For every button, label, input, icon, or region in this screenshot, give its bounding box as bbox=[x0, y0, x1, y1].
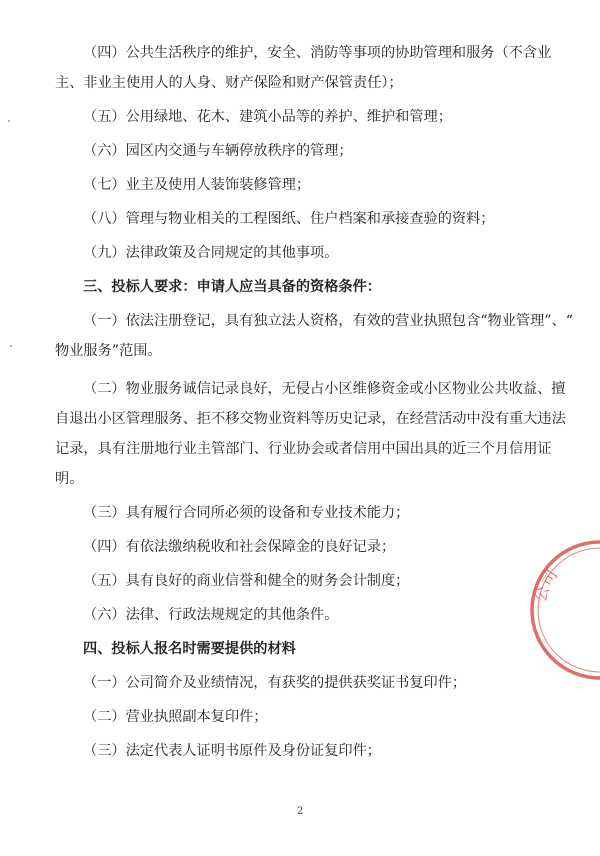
scan-speck bbox=[8, 120, 10, 122]
svg-text:公司: 公司 bbox=[530, 565, 562, 605]
list-item-greenery: （五）公用绿地、花木、建筑小品等的养护、维护和管理； bbox=[83, 109, 452, 125]
list-item-traffic: （六）园区内交通与车辆停放秩序的管理； bbox=[83, 143, 353, 159]
scan-speck bbox=[10, 345, 12, 347]
list-item-credit-record: （二）物业服务诚信记录良好，无侵占小区维修资金或小区物业公共收益、擅自退出小区管理服务、拒不移交物业资料等历史记录，在经营活动中没有重大违法记录，具有注册地行业主管部门、行业协会或者信用中国出具的近三个月信用证明。 bbox=[55, 381, 566, 487]
page-number: 2 bbox=[296, 806, 304, 817]
list-item-decoration: （七）业主及使用人装饰装修管理； bbox=[83, 177, 311, 193]
list-item-business-license: （二）营业执照副本复印件； bbox=[83, 709, 268, 725]
document-body bbox=[55, 38, 575, 766]
list-item-public-order: （四）公共生活秩序的维护，安全、消防等事项的协助管理和服务（不含业主、非业主使用人的人身、财产保险和财产保管责任）； bbox=[55, 45, 552, 91]
list-item-reputation: （五）具有良好的商业信誉和健全的财务会计制度； bbox=[83, 573, 410, 589]
section-heading-materials: 四、投标人报名时需要提供的材料 bbox=[83, 641, 296, 657]
section-heading-requirements: 三、投标人要求：申请人应当具备的资格条件： bbox=[83, 279, 381, 295]
list-item-registration: （一）依法注册登记，具有独立法人资格，有效的营业执照包含“物业管理”、“ 物业服务”范围。 bbox=[55, 313, 573, 359]
list-item-legal-representative: （三）法定代表人证明书原件及身份证复印件； bbox=[83, 743, 381, 759]
company-seal-stamp-icon bbox=[525, 535, 600, 685]
list-item-company-profile: （一）公司简介及业绩情况，有获奖的提供获奖证书复印件； bbox=[83, 675, 467, 691]
list-item-other-matters: （九）法律政策及合同规定的其他事项。 bbox=[83, 245, 339, 261]
list-item-tax-record: （四）有依法缴纳税收和社会保障金的良好记录； bbox=[83, 539, 396, 555]
list-item-archives: （八）管理与物业相关的工程图纸、住户档案和承接查验的资料； bbox=[83, 211, 495, 227]
list-item-other-conditions: （六）法律、行政法规规定的其他条件。 bbox=[83, 607, 339, 623]
list-item-equipment: （三）具有履行合同所必须的设备和专业技术能力； bbox=[83, 505, 410, 521]
